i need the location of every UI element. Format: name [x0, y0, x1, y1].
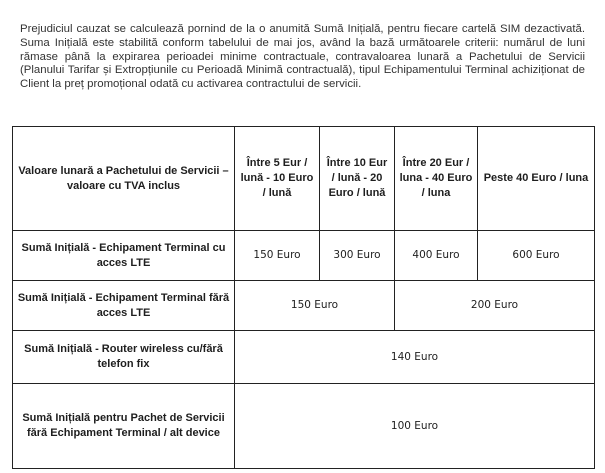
- table-header-row: [13, 127, 595, 231]
- package-value-header: Valoare lunară a Pachetului de Servicii – valoare cu TVA inclus: [13, 127, 235, 231]
- value-cell: 300 Euro: [320, 231, 395, 281]
- row-label-no-device: Sumă Inițială pentru Pachet de Servicii fără Echipament Terminal / alt device: [13, 384, 235, 469]
- value-cell: 600 Euro: [478, 231, 595, 281]
- initial-amount-table: [12, 126, 595, 469]
- table-row: [13, 331, 595, 384]
- tier-header-5-10: Între 5 Eur / lună - 10 Euro / lună: [235, 127, 320, 231]
- row-label-router: Sumă Inițială - Router wireless cu/fără telefon fix: [13, 331, 235, 384]
- table-row: [13, 231, 595, 281]
- value-cell: 400 Euro: [395, 231, 478, 281]
- row-label-no-lte: Sumă Inițială - Echipament Terminal fără acces LTE: [13, 281, 235, 331]
- value-cell: 100 Euro: [235, 384, 595, 469]
- intro-paragraph: Prejudiciul cauzat se calculează pornind de la o anumită Sumă Inițială, pentru fiecare cartelă SIM dezactivată. Suma Inițială este stabilită conform tabelului de mai jos, având la bază următoarele criterii: numărul de luni rămase până la expirarea perioadei minime contractuale, contravaloarea lunară a Pachetului de Servicii (Planului Tarifar și Extropțiunile cu Perioadă Minimă contractuală), tipul Echipamentului Terminal achiziționat de Client la preț promoțional odată cu activarea contractului de servicii.: [20, 23, 585, 90]
- value-cell: 150 Euro: [235, 231, 320, 281]
- tier-header-10-20: Între 10 Eur / lună - 20 Euro / lună: [320, 127, 395, 231]
- value-cell: 200 Euro: [395, 281, 595, 331]
- value-cell: 150 Euro: [235, 281, 395, 331]
- value-cell: 140 Euro: [235, 331, 595, 384]
- table-row: [13, 384, 595, 469]
- tier-header-over-40: Peste 40 Euro / luna: [478, 127, 595, 231]
- tier-header-20-40: Între 20 Eur / luna - 40 Euro / luna: [395, 127, 478, 231]
- row-label-lte: Sumă Inițială - Echipament Terminal cu acces LTE: [13, 231, 235, 281]
- table-row: [13, 281, 595, 331]
